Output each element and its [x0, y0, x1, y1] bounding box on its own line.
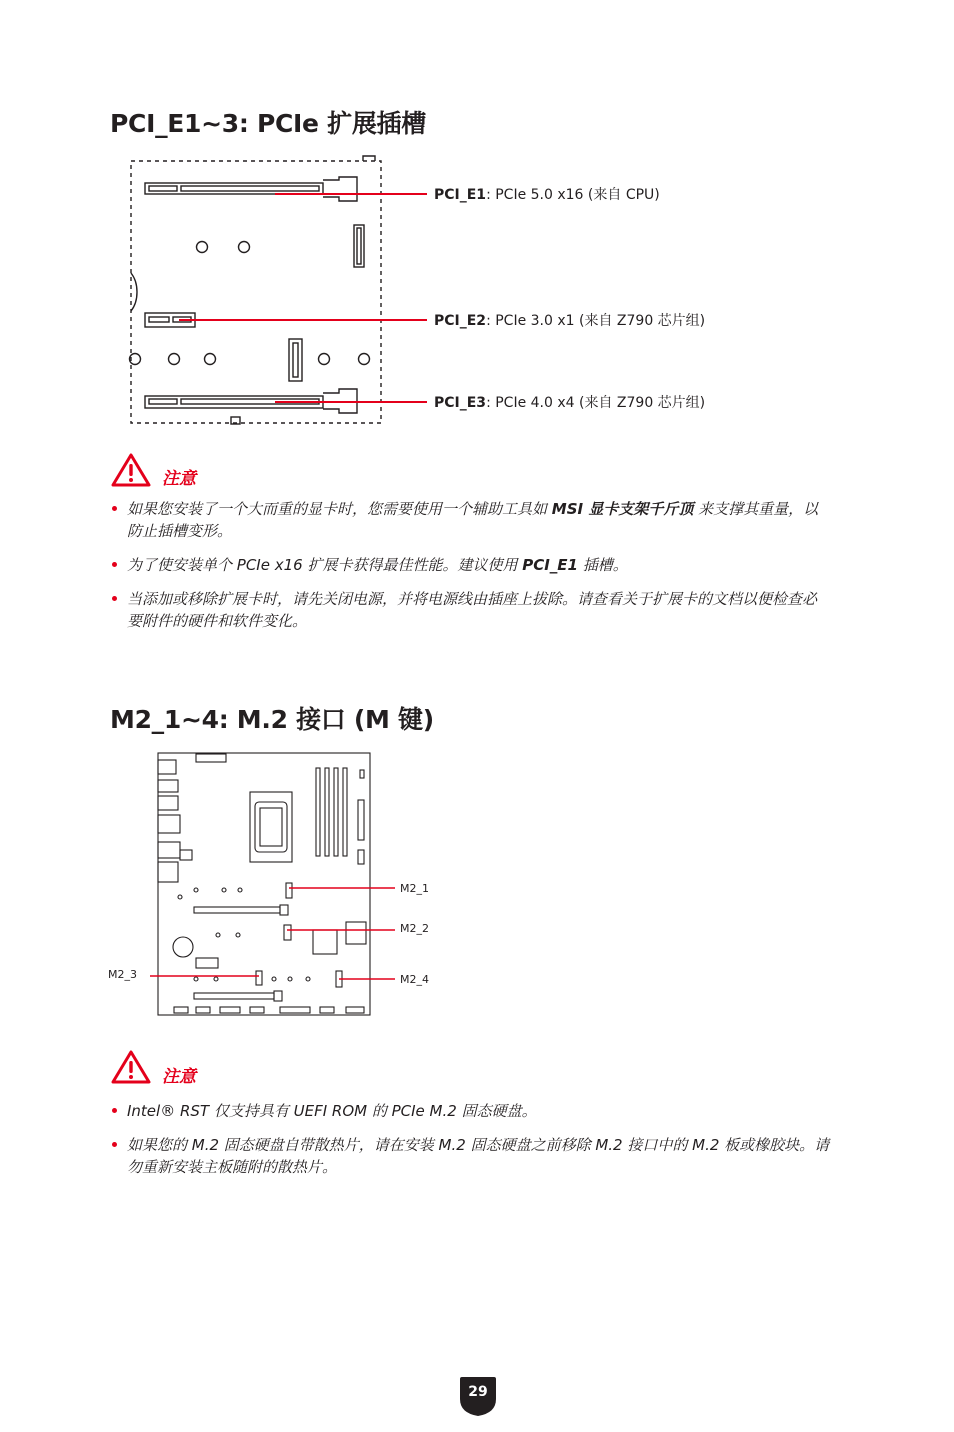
pci-e2-label: PCI_E2: PCIe 3.0 x1 (来自 Z790 芯片组)	[434, 313, 706, 329]
note-item: 如果您安装了一个大而重的显卡时，您需要使用一个辅助工具如 MSI 显卡支架千斤顶 来支撑其重量，以防止插槽变形。	[110, 498, 830, 542]
section-title-pcie: PCI_E1~3: PCIe 扩展插槽	[110, 109, 426, 138]
m2-3-label: M2_3	[108, 968, 137, 981]
section-title-m2: M2_1~4: M.2 接口 (M 键)	[110, 705, 434, 734]
pci-e2-leader	[395, 319, 427, 321]
pci-e1-leader	[395, 193, 427, 195]
note-title-1: 注意	[162, 469, 196, 489]
warning-icon	[110, 452, 152, 488]
note-item: 为了使安装单个 PCIe x16 扩展卡获得最佳性能。建议使用 PCI_E1 插槽。	[110, 554, 830, 576]
m2-4-label: M2_4	[400, 973, 429, 986]
note-item: 如果您的 M.2 固态硬盘自带散热片，请在安装 M.2 固态硬盘之前移除 M.2 接口中的 M.2 板或橡胶块。请勿重新安装主板随附的散热片。	[110, 1134, 830, 1178]
m2-1-label: M2_1	[400, 882, 429, 895]
note-item: 当添加或移除扩展卡时，请先关闭电源，并将电源线由插座上拔除。请查看关于扩展卡的文档以便检查必要附件的硬件和软件变化。	[110, 588, 830, 632]
pci-e1-label: PCI_E1: PCIe 5.0 x16 (来自 CPU)	[434, 187, 660, 203]
page-number-badge	[458, 1373, 498, 1417]
pci-e3-leader	[395, 401, 427, 403]
note-item: Intel® RST 仅支持具有 UEFI ROM 的 PCIe M.2 固态硬盘。	[110, 1100, 830, 1122]
page-number: 29	[468, 1384, 488, 1400]
pci-e3-label: PCI_E3: PCIe 4.0 x4 (来自 Z790 芯片组)	[434, 395, 706, 411]
note-title-2: 注意	[162, 1067, 196, 1087]
note-list-2	[110, 1100, 830, 1190]
m2-2-label: M2_2	[400, 922, 429, 935]
pcie-slots-diagram	[125, 155, 395, 430]
note-list-1	[110, 498, 830, 644]
warning-icon	[110, 1049, 152, 1085]
